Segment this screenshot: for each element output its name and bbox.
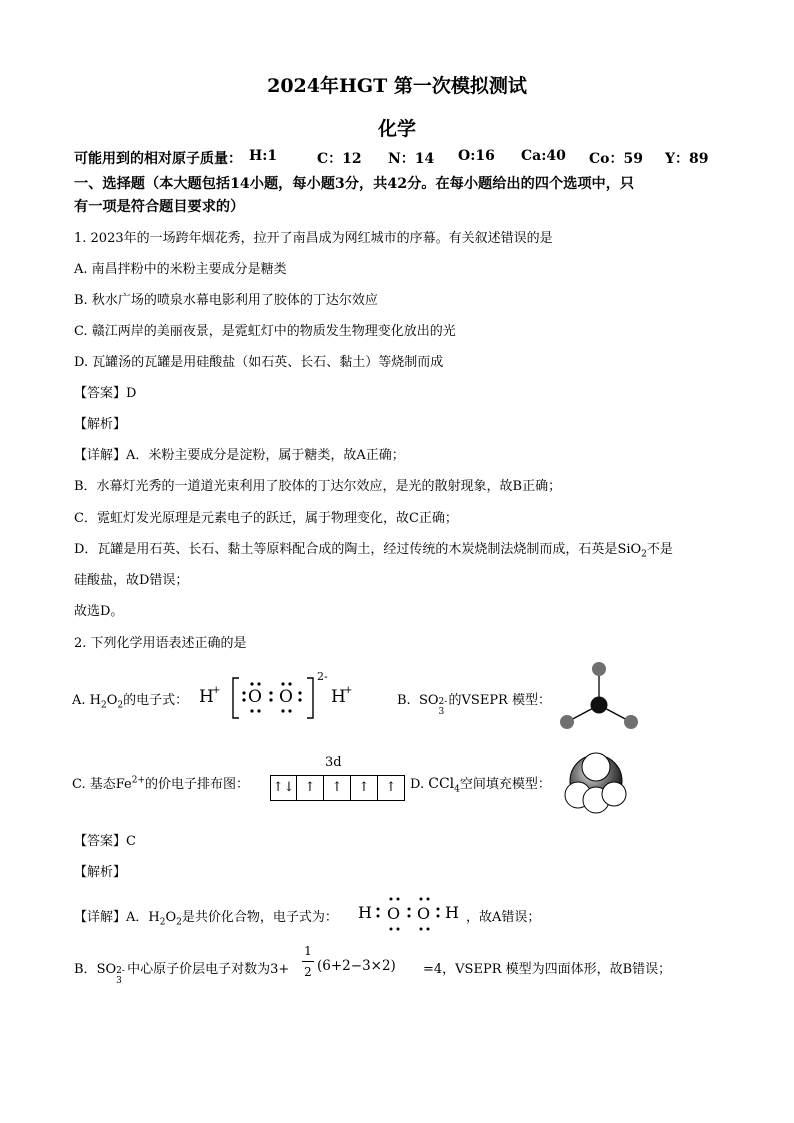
- subscript: 3: [438, 707, 445, 717]
- formula-text: SO: [96, 962, 117, 977]
- q2-detail-2-end: =4，VSEPR 模型为四面体形，故B错误；: [423, 962, 672, 977]
- hydrogen-atom: H: [358, 903, 372, 922]
- subscript: 4: [454, 784, 460, 795]
- oxygen-atom: O: [387, 904, 401, 923]
- h2o2-covalent-electron-formula: [352, 890, 462, 936]
- text: 空间填充模型：: [459, 777, 551, 792]
- hydrogen-atom: H: [445, 903, 459, 922]
- oxygen-atom: O: [417, 904, 431, 923]
- atomic-mass-item: Ca:40: [521, 148, 566, 164]
- answer-tag: 【答案】: [74, 386, 127, 401]
- chlorine-sphere: [582, 753, 610, 781]
- fraction-numerator: 1: [304, 944, 312, 958]
- q1-detail-6: 故选D。: [74, 604, 124, 619]
- subscript: 2: [176, 917, 182, 928]
- q1-option-c: C. 赣江两岸的美丽夜景，是霓虹灯中的物质发生物理变化放出的光: [74, 324, 456, 339]
- fraction-bar: [302, 961, 314, 962]
- subscript: 2: [117, 700, 124, 711]
- atomic-mass-label: 可能用到的相对原子质量：: [74, 151, 242, 167]
- q2-stem: 2. 下列化学用语表述正确的是: [74, 636, 247, 651]
- orbital-box: ↑↓: [271, 776, 297, 800]
- orbital-box: ↑: [324, 776, 351, 800]
- q1-option-a: A. 南昌拌粉中的米粉主要成分是糖类: [74, 262, 287, 277]
- text: B．: [74, 962, 97, 977]
- q1-option-b: B. 秋水广场的喷泉水幕电影利用了胶体的丁达尔效应: [74, 293, 378, 308]
- section-header-line2: 有一项是符合题目要求的）: [74, 199, 245, 215]
- detail-text: 不是: [646, 542, 673, 557]
- atomic-mass-item: O:16: [458, 148, 495, 164]
- atomic-mass-item: Co：59: [589, 151, 643, 167]
- q1-detail-3: C．霓虹灯发光原理是元素电子的跃迁，属于物理变化，故C正确；: [74, 511, 458, 526]
- chlorine-sphere: [602, 782, 626, 806]
- q2-detail-1: [74, 906, 338, 928]
- text: C. 基态Fe: [72, 777, 132, 792]
- q1-detail-1: [74, 444, 405, 463]
- orbital-box: ↑: [297, 776, 324, 800]
- q1-detail-2: B．水幕灯光秀的一道道光束利用了胶体的丁达尔效应，是光的散射现象，故B正确；: [74, 479, 562, 494]
- superscript: 2+: [131, 775, 146, 786]
- outer-atom-sphere: [560, 715, 574, 729]
- text: 中心原子价层电子对数为3+: [127, 962, 290, 977]
- h-ion-left: H: [199, 687, 214, 707]
- page-title: 2024年HGT 第一次模拟测试: [267, 75, 527, 97]
- h-ion-left-charge: +: [212, 685, 221, 696]
- answer-value: C: [126, 834, 136, 849]
- q2-answer-line: [74, 830, 136, 849]
- vsepr-bonds: [567, 669, 631, 722]
- fraction: [301, 943, 315, 985]
- subject-title: 化学: [377, 118, 416, 140]
- q2-analysis-tag: 【解析】: [74, 865, 127, 880]
- text: 的VSEPR 模型：: [448, 693, 551, 708]
- subscript: 2: [101, 700, 107, 711]
- q1-stem: 1. 2023年的一场跨年烟花秀，拉开了南昌成为网红城市的序幕。有关叙述错误的是: [74, 231, 553, 246]
- formula-subscript: 2: [641, 549, 647, 560]
- subscript: 2: [159, 917, 166, 928]
- outer-atom-sphere: [624, 715, 638, 729]
- q2-option-a-label: [72, 689, 188, 711]
- oxygen-atom-2: O: [279, 687, 293, 707]
- orbital-label: 3d: [325, 755, 342, 770]
- section-header-line1: 一、选择题（本大题包括14小题，每小题3分，共42分。在每小题给出的四个选项中，只: [74, 176, 635, 192]
- subscript: 3: [116, 976, 122, 986]
- q2-detail-2-expr: (6+2−3×2): [317, 958, 396, 974]
- q2-option-d-label: [410, 773, 551, 795]
- oxygen-atom-1: O: [248, 687, 262, 707]
- h-ion-right-charge: +: [344, 685, 353, 696]
- text: O: [165, 910, 177, 925]
- formula-text: CCl: [428, 776, 455, 792]
- outer-atom-sphere: [592, 662, 606, 676]
- fraction-denominator: 2: [304, 965, 312, 979]
- q1-option-d: D. 瓦罐汤的瓦罐是用硅酸盐（如石英、长石、黏土）等烧制而成: [74, 355, 444, 370]
- text: O: [106, 693, 118, 708]
- sio2-formula: [617, 542, 647, 560]
- q2-detail-1-end: ，故A错误；: [466, 910, 541, 925]
- text: B.: [397, 693, 411, 708]
- detail-text: D．瓦罐是用石英、长石、黏土等原料配合成的陶土，经过传统的木炭烧制法烧制而成，石英是: [74, 542, 618, 557]
- detail-text: A．米粉主要成分是淀粉，属于糖类，故A正确；: [126, 448, 405, 463]
- q1-analysis-tag: 【解析】: [74, 417, 127, 432]
- atomic-mass-item: Y：89: [665, 151, 709, 167]
- text: 的电子式：: [123, 693, 189, 708]
- text: 的价电子排布图：: [145, 777, 250, 792]
- q2-option-b-label: [397, 689, 551, 717]
- text: A．H: [126, 910, 160, 925]
- right-bracket: [307, 678, 313, 718]
- atomic-mass-item: N：14: [388, 151, 435, 167]
- h-ion-right: H: [331, 687, 346, 707]
- central-atom-sphere: [591, 697, 608, 714]
- superscript: 2-: [438, 697, 448, 707]
- formula-text: SiO: [617, 542, 642, 557]
- text: A. H: [72, 693, 101, 708]
- peroxide-charge: 2-: [317, 670, 328, 683]
- atomic-mass-item: C：12: [317, 151, 362, 167]
- formula-text: SO: [418, 693, 439, 708]
- detail-tag: 【详解】: [74, 448, 127, 463]
- left-bracket: [233, 678, 239, 718]
- q2-option-c-label: [72, 773, 249, 792]
- q1-detail-5: 硅酸盐，故D错误；: [74, 573, 189, 588]
- text: D.: [410, 777, 425, 792]
- text: 是共价化合物，电子式为：: [181, 910, 338, 925]
- q1-answer-line: [74, 382, 136, 401]
- ccl4-space-filling-model: [561, 750, 631, 816]
- orbital-diagram: [270, 775, 405, 801]
- h2o2-ionic-electron-formula: [193, 660, 373, 720]
- answer-tag: 【答案】: [74, 834, 127, 849]
- superscript: 2-: [116, 966, 125, 976]
- q2-detail-2: [74, 958, 290, 986]
- orbital-box: ↑: [385, 780, 397, 795]
- vsepr-model: [553, 655, 645, 735]
- atomic-mass-item: H:1: [249, 148, 278, 164]
- orbital-box: ↑: [351, 776, 378, 800]
- q1-detail-4: [74, 538, 673, 560]
- answer-value: D: [126, 386, 137, 401]
- detail-tag: 【详解】: [74, 910, 127, 925]
